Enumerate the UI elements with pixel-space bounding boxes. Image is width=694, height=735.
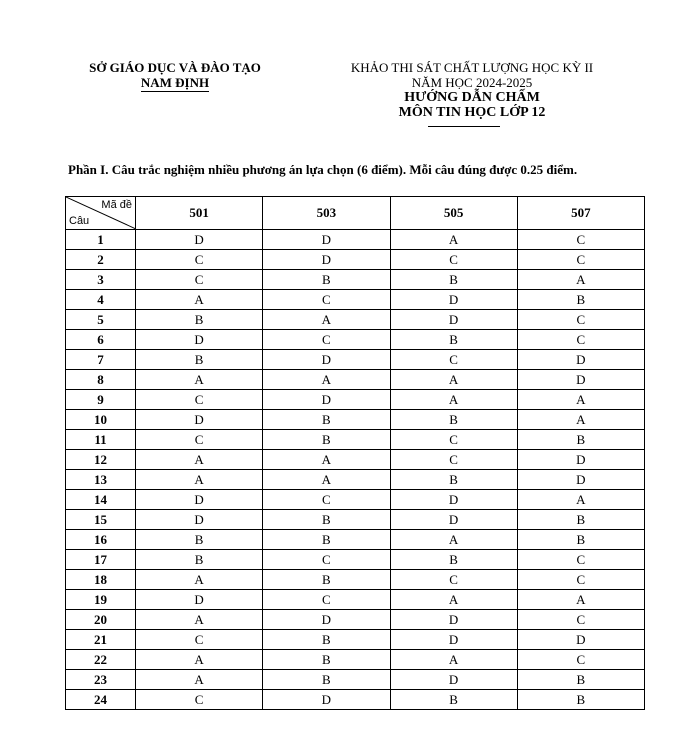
answer-cell: D xyxy=(390,490,517,510)
question-number-cell: 11 xyxy=(66,430,136,450)
answer-cell: B xyxy=(390,330,517,350)
answer-cell: A xyxy=(390,650,517,670)
answer-cell: D xyxy=(263,350,390,370)
answer-cell: A xyxy=(136,650,263,670)
question-number-cell: 21 xyxy=(66,630,136,650)
answer-cell: B xyxy=(390,410,517,430)
answer-cell: C xyxy=(517,250,644,270)
answer-cell: D xyxy=(390,510,517,530)
answer-cell: A xyxy=(390,230,517,250)
question-number-cell: 9 xyxy=(66,390,136,410)
answer-cell: D xyxy=(136,410,263,430)
answer-cell: D xyxy=(263,690,390,710)
answer-cell: D xyxy=(136,230,263,250)
answer-cell: A xyxy=(517,390,644,410)
answer-cell: D xyxy=(517,350,644,370)
table-row xyxy=(66,330,645,350)
table-row xyxy=(66,550,645,570)
answer-cell: A xyxy=(263,370,390,390)
question-number-cell: 8 xyxy=(66,370,136,390)
header-right xyxy=(322,60,622,120)
answer-cell: D xyxy=(263,250,390,270)
question-number-cell: 23 xyxy=(66,670,136,690)
answer-cell: A xyxy=(517,490,644,510)
answer-cell: B xyxy=(263,670,390,690)
code-header: 505 xyxy=(390,197,517,230)
answer-cell: C xyxy=(136,390,263,410)
answer-cell: B xyxy=(136,350,263,370)
question-number-cell: 10 xyxy=(66,410,136,430)
answer-cell: D xyxy=(263,390,390,410)
table-row xyxy=(66,230,645,250)
table-row xyxy=(66,650,645,670)
answer-cell: D xyxy=(517,450,644,470)
answer-cell: C xyxy=(136,250,263,270)
table-row xyxy=(66,690,645,710)
answer-cell: A xyxy=(136,370,263,390)
question-number-cell: 15 xyxy=(66,510,136,530)
answer-cell: A xyxy=(136,470,263,490)
answer-cell: B xyxy=(263,270,390,290)
school-year: NĂM HỌC 2024-2025 xyxy=(411,75,533,90)
table-row xyxy=(66,630,645,650)
answer-cell: A xyxy=(390,370,517,390)
answer-cell: C xyxy=(136,270,263,290)
answer-cell: D xyxy=(390,670,517,690)
answer-cell: C xyxy=(390,430,517,450)
answer-cell: B xyxy=(517,430,644,450)
answer-cell: C xyxy=(263,330,390,350)
table-row xyxy=(66,370,645,390)
question-number-cell: 19 xyxy=(66,590,136,610)
answer-cell: B xyxy=(263,430,390,450)
question-number-cell: 18 xyxy=(66,570,136,590)
table-row xyxy=(66,470,645,490)
table-row xyxy=(66,570,645,590)
question-number-cell: 4 xyxy=(66,290,136,310)
table-row xyxy=(66,430,645,450)
answer-cell: A xyxy=(390,390,517,410)
table-row xyxy=(66,390,645,410)
answer-cell: C xyxy=(390,250,517,270)
question-number-cell: 17 xyxy=(66,550,136,570)
answer-cell: D xyxy=(136,330,263,350)
answer-cell: B xyxy=(517,510,644,530)
answer-cell: A xyxy=(390,530,517,550)
answer-cell: B xyxy=(390,690,517,710)
question-number-cell: 12 xyxy=(66,450,136,470)
answer-cell: C xyxy=(517,570,644,590)
answer-cell: C xyxy=(263,490,390,510)
question-number-cell: 6 xyxy=(66,330,136,350)
table-row xyxy=(66,530,645,550)
answer-cell: C xyxy=(136,430,263,450)
table-row xyxy=(66,510,645,530)
table-row xyxy=(66,290,645,310)
table-row xyxy=(66,590,645,610)
question-number-cell: 5 xyxy=(66,310,136,330)
exam-title: KHẢO THI SÁT CHẤT LƯỢNG HỌC KỲ II xyxy=(350,60,594,75)
answer-cell: A xyxy=(263,310,390,330)
code-header: 503 xyxy=(263,197,390,230)
answer-cell: A xyxy=(136,290,263,310)
answer-cell: C xyxy=(390,570,517,590)
question-number-cell: 14 xyxy=(66,490,136,510)
corner-header-cell xyxy=(66,197,136,230)
answer-cell: A xyxy=(136,450,263,470)
question-number-cell: 3 xyxy=(66,270,136,290)
answer-cell: B xyxy=(263,630,390,650)
answer-cell: B xyxy=(136,530,263,550)
answer-cell: D xyxy=(517,370,644,390)
question-number-cell: 7 xyxy=(66,350,136,370)
answer-cell: C xyxy=(517,650,644,670)
answer-cell: D xyxy=(263,610,390,630)
answer-cell: A xyxy=(517,410,644,430)
table-row xyxy=(66,270,645,290)
header-left-underline xyxy=(141,91,209,92)
answer-cell: C xyxy=(263,590,390,610)
answer-cell: A xyxy=(390,590,517,610)
subject-title: MÔN TIN HỌC LỚP 12 xyxy=(398,105,546,120)
table-row xyxy=(66,250,645,270)
answer-cell: C xyxy=(517,330,644,350)
question-number-cell: 22 xyxy=(66,650,136,670)
table-row xyxy=(66,670,645,690)
answer-cell: B xyxy=(517,290,644,310)
answer-cell: B xyxy=(390,470,517,490)
answer-cell: A xyxy=(517,590,644,610)
answer-cell: A xyxy=(136,570,263,590)
answer-cell: B xyxy=(136,550,263,570)
table-header-row xyxy=(66,197,645,230)
answer-cell: D xyxy=(390,610,517,630)
answer-cell: A xyxy=(263,470,390,490)
answer-cell: D xyxy=(390,630,517,650)
header-right-underline xyxy=(428,126,500,127)
table-row xyxy=(66,450,645,470)
department-name: SỞ GIÁO DỤC VÀ ĐÀO TẠO xyxy=(89,60,261,75)
question-number-cell: 24 xyxy=(66,690,136,710)
header-left xyxy=(60,60,290,92)
answer-cell: D xyxy=(517,470,644,490)
answer-cell: C xyxy=(517,230,644,250)
answer-table-body xyxy=(66,230,645,710)
answer-cell: D xyxy=(390,310,517,330)
answer-cell: A xyxy=(136,610,263,630)
answer-cell: D xyxy=(136,490,263,510)
question-number-cell: 2 xyxy=(66,250,136,270)
answer-cell: C xyxy=(390,350,517,370)
answer-cell: B xyxy=(517,690,644,710)
code-header: 507 xyxy=(517,197,644,230)
answer-table xyxy=(65,196,645,710)
answer-cell: B xyxy=(263,650,390,670)
province-name: NAM ĐỊNH xyxy=(140,75,210,90)
answer-cell: D xyxy=(136,510,263,530)
answer-cell: C xyxy=(517,610,644,630)
table-row xyxy=(66,610,645,630)
answer-cell: C xyxy=(136,630,263,650)
answer-cell: A xyxy=(517,270,644,290)
question-number-cell: 1 xyxy=(66,230,136,250)
answer-cell: D xyxy=(263,230,390,250)
answer-cell: C xyxy=(517,310,644,330)
question-label: Câu xyxy=(69,215,90,227)
answer-cell: D xyxy=(390,290,517,310)
answer-cell: C xyxy=(136,690,263,710)
question-number-cell: 13 xyxy=(66,470,136,490)
answer-cell: B xyxy=(263,530,390,550)
table-row xyxy=(66,490,645,510)
answer-cell: C xyxy=(517,550,644,570)
answer-cell: C xyxy=(263,290,390,310)
doc-title: HƯỚNG DẪN CHẤM xyxy=(404,90,540,105)
answer-cell: A xyxy=(136,670,263,690)
question-number-cell: 16 xyxy=(66,530,136,550)
code-header: 501 xyxy=(136,197,263,230)
answer-cell: B xyxy=(517,530,644,550)
answer-cell: A xyxy=(263,450,390,470)
answer-cell: D xyxy=(517,630,644,650)
answer-cell: B xyxy=(517,670,644,690)
answer-cell: B xyxy=(263,510,390,530)
table-row xyxy=(66,310,645,330)
exam-code-label: Mã đề xyxy=(101,199,132,211)
answer-cell: B xyxy=(263,570,390,590)
question-number-cell: 20 xyxy=(66,610,136,630)
section-title: Phần I. Câu trắc nghiệm nhiều phương án lựa chọn (6 điểm). Mỗi câu đúng được 0.25 điểm. xyxy=(68,162,578,177)
answer-cell: B xyxy=(390,270,517,290)
answer-cell: C xyxy=(390,450,517,470)
table-row xyxy=(66,350,645,370)
answer-cell: B xyxy=(390,550,517,570)
answer-cell: C xyxy=(263,550,390,570)
answer-cell: D xyxy=(136,590,263,610)
table-row xyxy=(66,410,645,430)
answer-cell: B xyxy=(136,310,263,330)
answer-cell: B xyxy=(263,410,390,430)
